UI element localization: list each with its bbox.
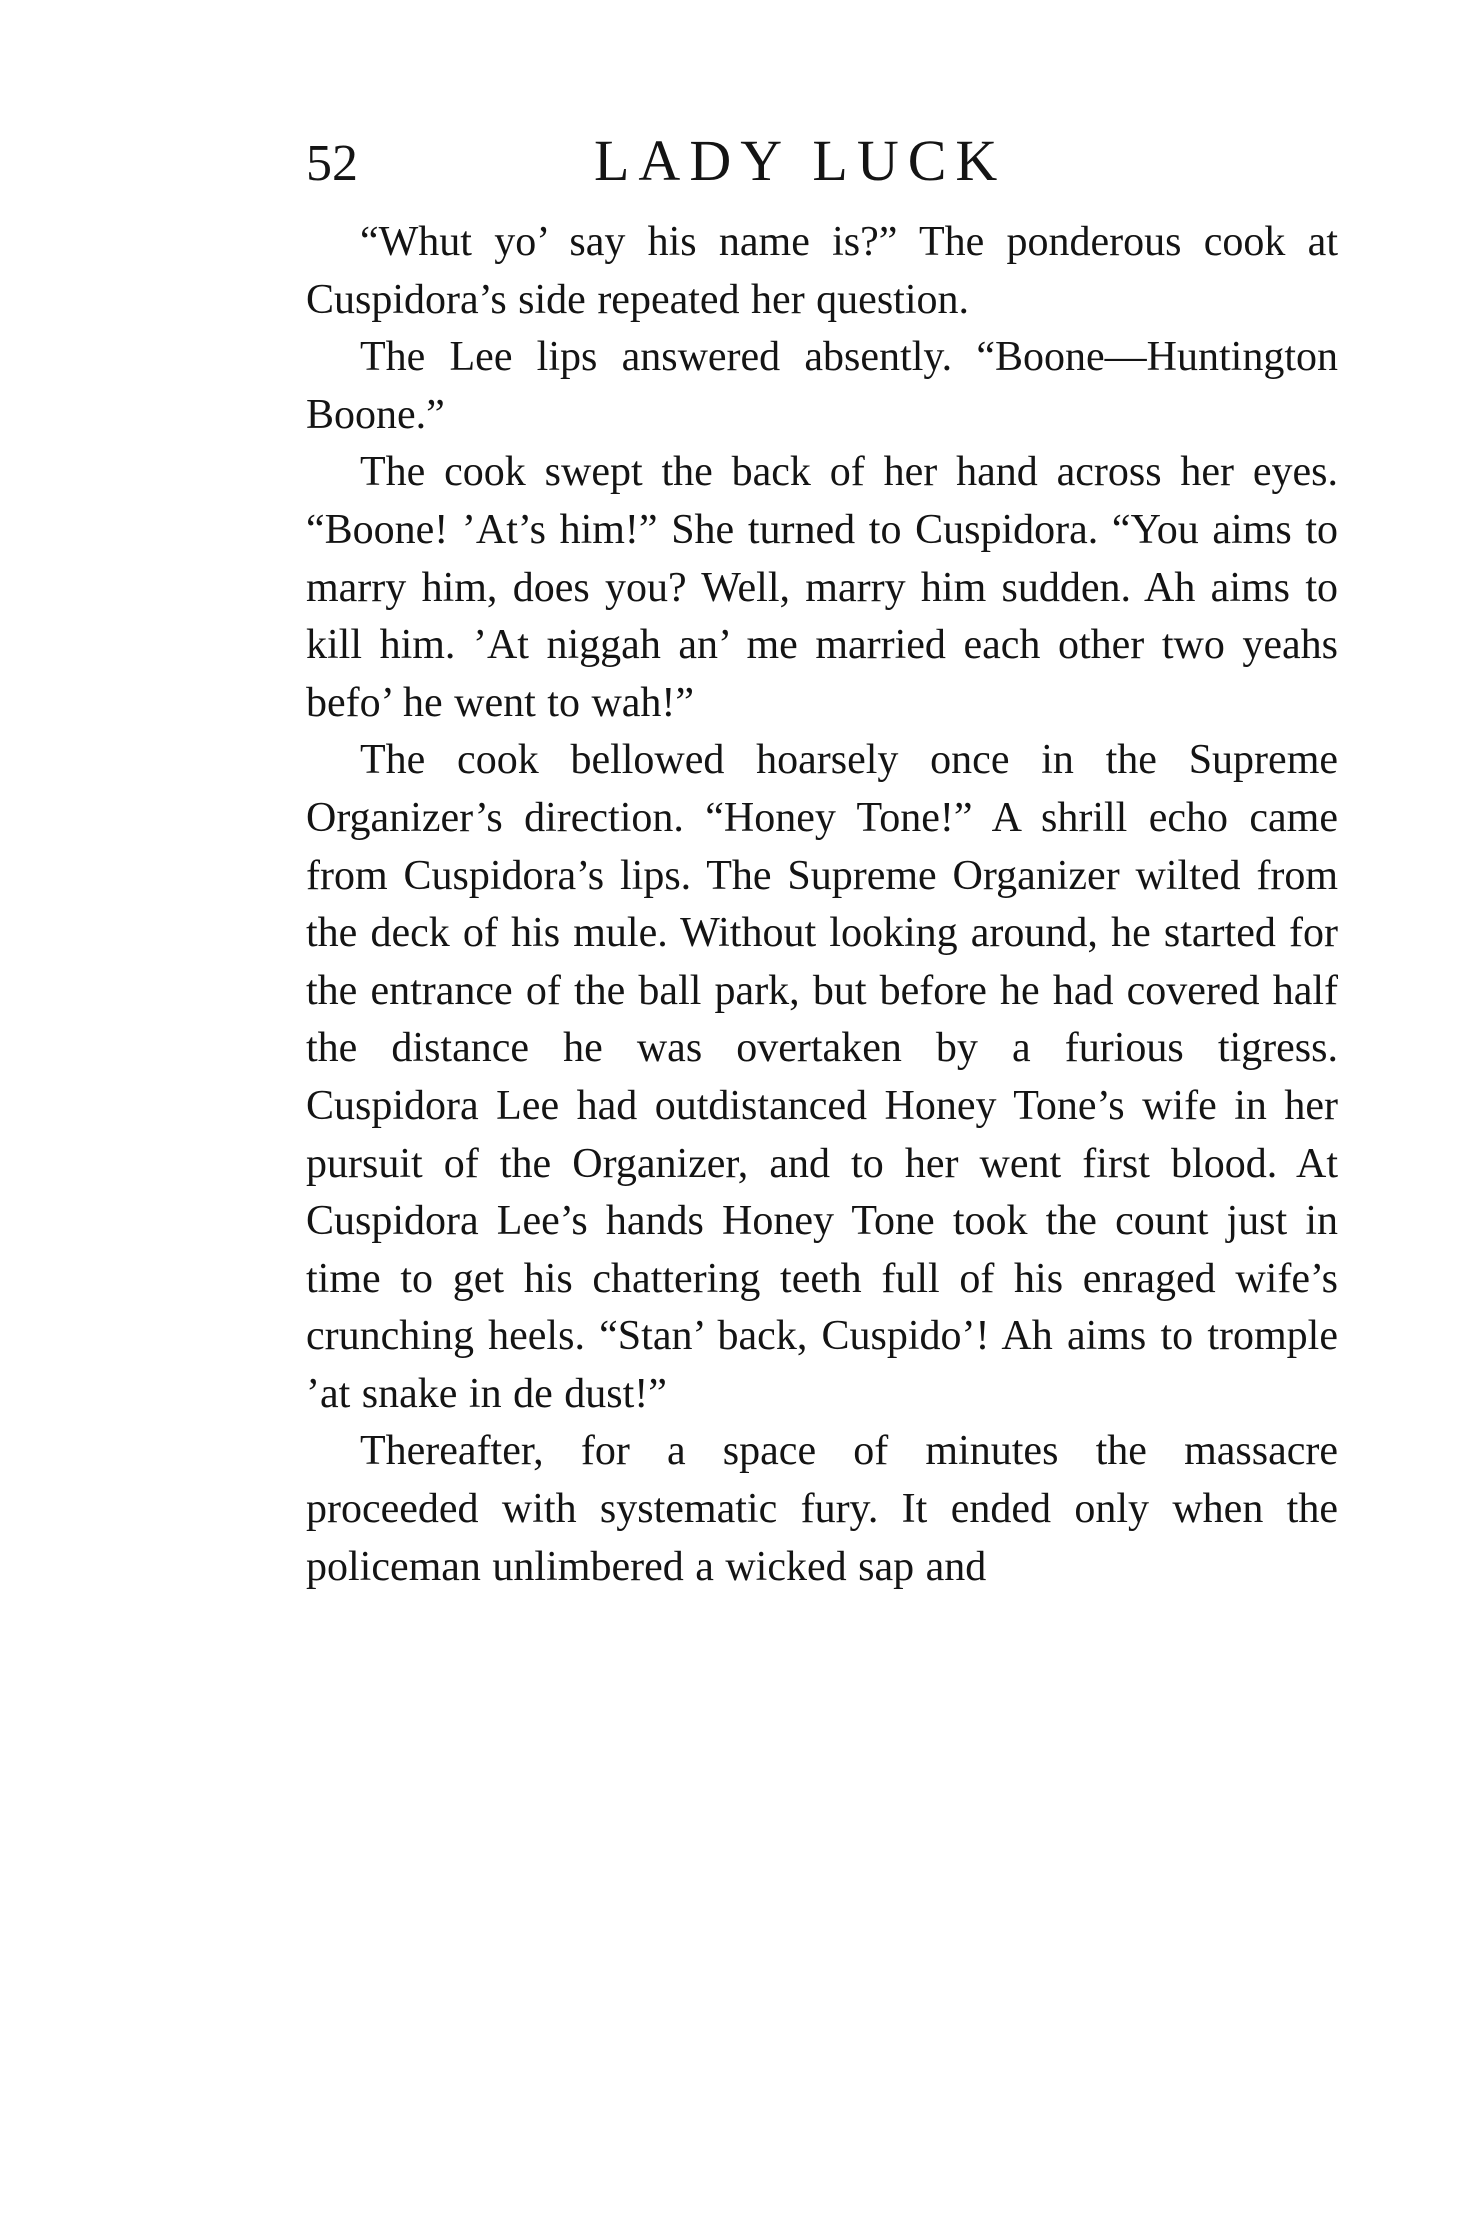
paragraph-3: The cook swept the back of her hand across her eyes. “Boone! ’At’s him!” She turned to Cuspidora. “You aims to marry him, does you? Well, marry him sudden. Ah aims to kill him. ’At niggah an’ me married each other two yeahs befo’ he went to wah!” <box>306 449 1338 726</box>
paragraph-5: Thereafter, for a space of minutes the massacre proceeded with systematic fury. It ended only when the policeman unlimbered a wicked sap and <box>306 1428 1338 1590</box>
paragraph-1: “Whut yo’ say his name is?” The ponderous cook at Cuspidora’s side repeated her question. <box>306 219 1338 323</box>
body-text <box>306 214 1338 1596</box>
running-title: LADY LUCK <box>594 128 1007 193</box>
page-number: 52 <box>306 135 358 192</box>
running-head <box>306 128 1338 208</box>
paragraph-2: The Lee lips answered absently. “Boone—Huntington Boone.” <box>306 334 1338 438</box>
paragraph-4: The cook bellowed hoarsely once in the Supreme Organizer’s direction. “Honey Tone!” A shrill echo came from Cuspidora’s lips. The Supreme Organizer wilted from the deck of his mule. Without looking around, he started for the entrance of the ball park, but before he had covered half the distance he was overtaken by a furious tigress. Cuspidora Lee had outdistanced Honey Tone’s wife in her pursuit of the Organizer, and to her went first blood. At Cuspidora Lee’s hands Honey Tone took the count just in time to get his chattering teeth full of his enraged wife’s crunching heels. “Stan’ back, Cuspido’! Ah aims to tromple ’at snake in de dust!” <box>306 737 1338 1417</box>
